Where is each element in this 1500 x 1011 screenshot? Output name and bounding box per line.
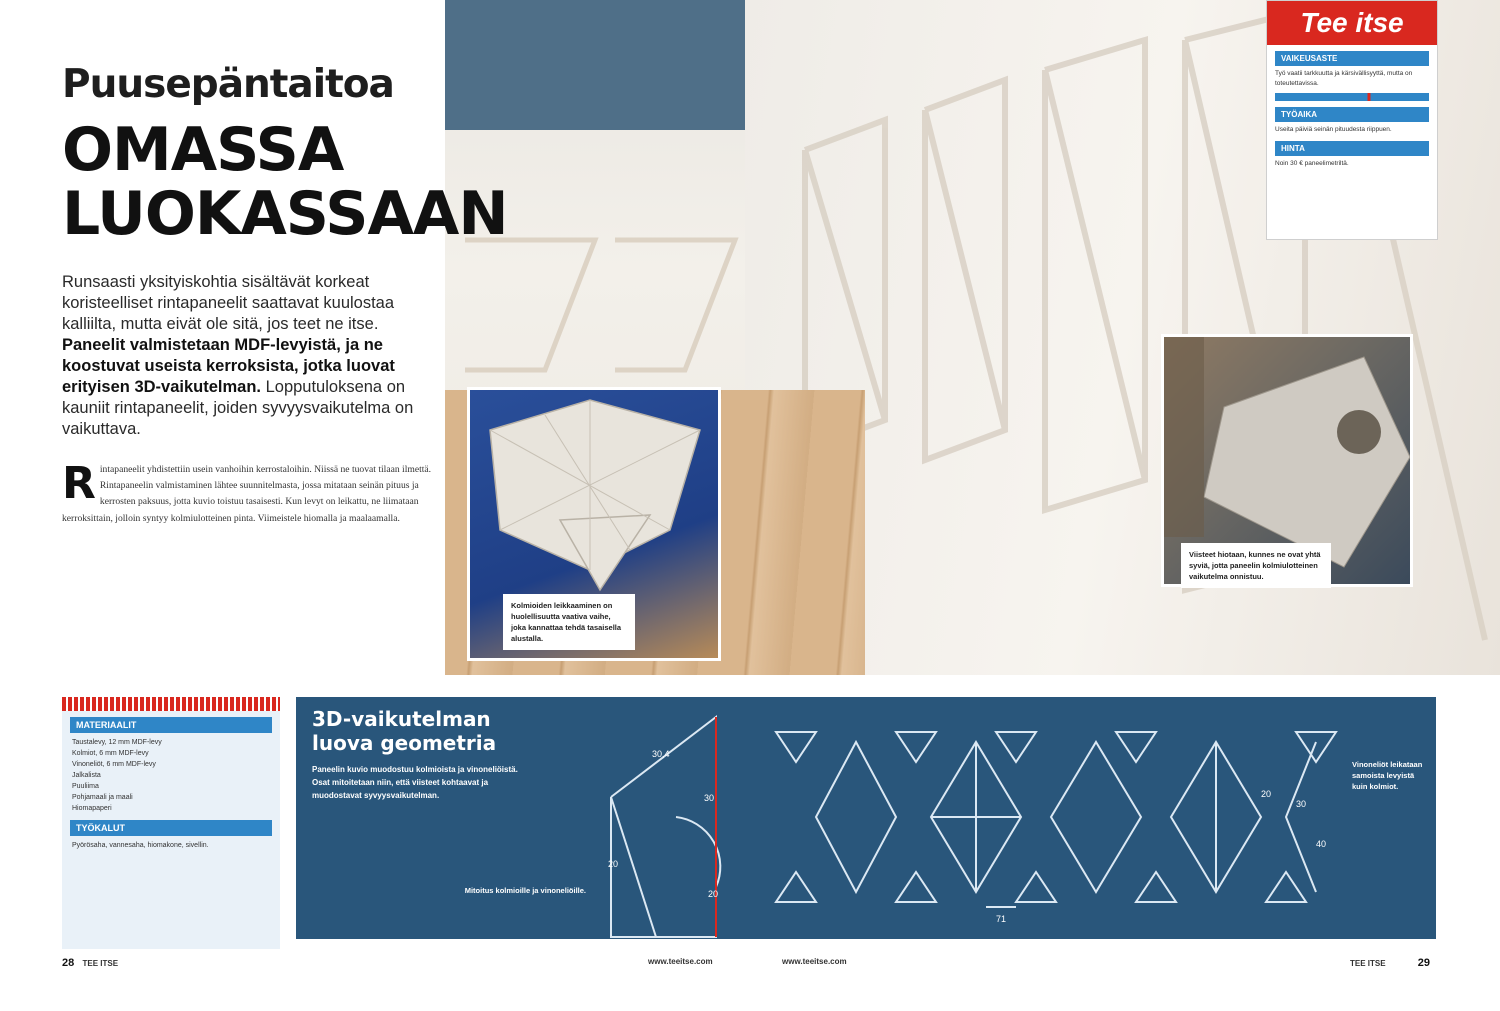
footer-url-left: www.teeitse.com	[648, 957, 713, 966]
blueprint-note: Mitoitus kolmioille ja vinoneliöille.	[464, 886, 586, 895]
list-item: Taustalevy, 12 mm MDF-levy	[72, 739, 162, 746]
inset-caption-2: Viisteet hiotaan, kunnes ne ovat yhtä syviä, jotta paneelin kolmiulotteinen vaikutelma onnistuu.	[1181, 543, 1331, 588]
cost-label: HINTA	[1275, 141, 1429, 156]
dimension-label: 20	[1261, 789, 1272, 799]
list-item: Kolmiot, 6 mm MDF-levy	[72, 750, 149, 757]
cost-text: Noin 30 € paneelimetriltä.	[1275, 160, 1349, 167]
page-number-left: 28	[62, 957, 75, 969]
materials-sidebar	[62, 697, 280, 949]
blueprint-heading-line-2: luova geometria	[312, 731, 497, 755]
magazine-name-left: TEE ITSE	[82, 959, 119, 968]
inset-caption-1: Kolmioiden leikkaaminen on huolellisuutta vaativa vaihe, joka kannattaa tehdä tasaisella alustalla.	[503, 594, 635, 650]
lead-paragraph	[62, 272, 437, 440]
dimension-label: 20	[708, 889, 719, 899]
materials-list	[62, 737, 280, 814]
list-item: Pyörösaha, vannesaha, hiomakone, sivellin.	[72, 842, 209, 849]
title-line-2: LUOKASSAAN	[62, 179, 508, 249]
blueprint-heading	[312, 707, 496, 755]
lead-part-2: Lopputuloksena on kauniit rintapaneelit, joiden syvyysvaikutelma on vaikuttava.	[62, 378, 414, 438]
dimension-label: 71	[996, 914, 1007, 924]
lead-bold: Paneelit valmistetaan MDF-levyistä, ja ne koostuvat useista kerroksista, jotka luovat erityisen 3D-vaikutelman.	[62, 336, 395, 396]
left-wall-panels	[445, 120, 865, 405]
body-text	[62, 458, 437, 527]
list-item: Puuliima	[72, 783, 99, 790]
tools-list	[62, 840, 280, 851]
tools-heading: TYÖKALUT	[70, 820, 272, 836]
time-text: Useita päiviä seinän pituudesta riippuen.	[1275, 126, 1392, 133]
blueprint-heading-line-1: 3D-vaikutelman	[312, 707, 491, 731]
blueprint-note-right: Vinoneliöt leikataan samoista levyistä kuin kolmiot.	[1352, 760, 1423, 791]
list-item: Pohjamaali ja maali	[72, 794, 133, 801]
blueprint-text: Paneelin kuvio muodostuu kolmioista ja vinoneliöistä. Osat mitoitetaan niin, että viisteet kohtaavat ja muodostavat syvyysvaikutelman.	[312, 765, 518, 800]
kicker: Puusepäntaitoa	[62, 62, 394, 107]
dimension-label: 30	[1296, 799, 1307, 809]
dimension-label: 40	[1316, 839, 1327, 849]
lead-part-1: Runsaasti yksityiskohtia sisältävät korkeat koristeelliset rintapaneelit saattavat kuulostaa kalliilta, mutta eivät ole sitä, jos teet ne itse.	[62, 273, 395, 333]
materials-heading: MATERIAALIT	[70, 717, 272, 733]
page-title	[62, 115, 508, 249]
difficulty-text: Työ vaatii tarkkuutta ja kärsivällisyyttä, mutta on toteutettavissa.	[1275, 70, 1413, 87]
list-item: Hiomapaperi	[72, 805, 112, 812]
drop-cap: R	[62, 458, 96, 509]
footer-right	[1350, 957, 1436, 969]
list-item: Vinoneliöt, 6 mm MDF-levy	[72, 761, 156, 768]
page-number-right: 29	[1417, 957, 1431, 969]
time-section	[1275, 107, 1429, 135]
difficulty-meter	[1275, 93, 1429, 101]
cost-section	[1275, 141, 1429, 169]
difficulty-label: VAIKEUSASTE	[1275, 51, 1429, 66]
time-label: TYÖAIKA	[1275, 107, 1429, 122]
blueprint-panel	[296, 697, 1436, 939]
tee-itse-header: Tee itse	[1267, 1, 1437, 45]
dimension-label: 20	[608, 859, 619, 869]
footer-url-right: www.teeitse.com	[782, 957, 847, 966]
dimension-label: 30,4	[652, 749, 670, 759]
body-paragraph: intapaneelit yhdistettiin usein vanhoihin kerrostaloihin. Niissä ne tuovat tilaan ilmettä. Rintapaneelin valmistaminen lähtee suunnitelmasta, jossa mitataan seinän pituus ja kerrosten paksuus, jotta kuvio toistuu tasaisesti. Kun levyt on leikattu, ne liimataan kerroksittain, jolloin syntyy kolmiulotteinen pinta. Viimeistele hiomalla ja maalaamalla.	[62, 464, 432, 524]
tee-itse-box	[1266, 0, 1438, 240]
title-line-1: OMASSA	[62, 115, 344, 185]
sidebar-ruler	[62, 697, 280, 711]
footer-left	[62, 957, 118, 969]
dimension-label: 30	[704, 793, 715, 803]
magazine-name-right: TEE ITSE	[1350, 959, 1386, 968]
difficulty-section	[1275, 51, 1429, 101]
list-item: Jalkalista	[72, 772, 101, 779]
